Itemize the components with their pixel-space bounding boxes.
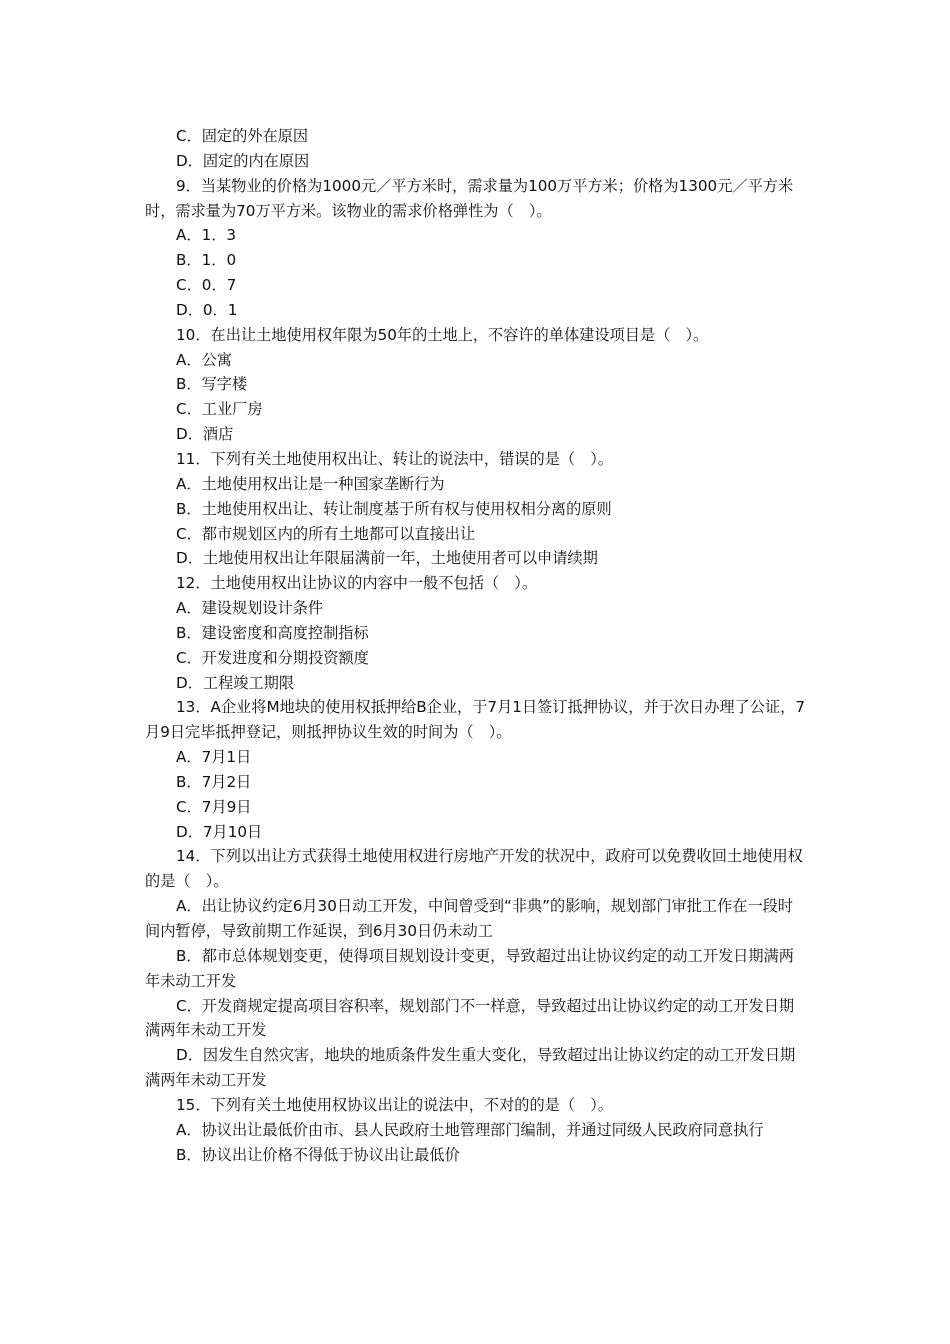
answer-option: B．写字楼 (176, 375, 248, 394)
answer-option: B．1．0 (176, 251, 237, 270)
answer-option: C．都市规划区内的所有土地都可以直接出让 (176, 524, 476, 543)
answer-option: D．工程竣工期限 (176, 673, 295, 692)
question-text: A．出让协议约定6月30日动工开发，中间曾受到“非典”的影响，规划部门审批工作在一段时间内暂停，导致前期工作延误，到6月30日仍未动工 (145, 897, 794, 940)
answer-option: A．土地使用权出让是一种国家垄断行为 (176, 474, 445, 493)
question-text: 10．在出让土地使用权年限为50年的土地上，不容许的单体建设项目是（ ）。 (176, 325, 709, 344)
answer-option: D．酒店 (176, 425, 234, 444)
answer-option: D．7月10日 (176, 822, 263, 841)
answer-option: C．7月9日 (176, 797, 252, 816)
answer-option: B．建设密度和高度控制指标 (176, 623, 369, 642)
answer-option: B．7月2日 (176, 772, 252, 791)
question-text: D．因发生自然灾害，地块的地质条件发生重大变化，导致超过出让协议约定的动工开发日期满两年未动工开发 (145, 1046, 796, 1090)
question-text: A．协议出让最低价由市、县人民政府土地管理部门编制，并通过同级人民政府同意执行 (176, 1120, 764, 1139)
question-text: 9．当某物业的价格为1000元／平方米时，需求量为100万平方米；价格为1300元／平方米时，需求量为70万平方米。该物业的需求价格弹性为（ ）。 (145, 176, 794, 220)
question-text: 11．下列有关土地使用权出让、转让的说法中，错误的是（ ）。 (176, 449, 613, 468)
question-text: C．开发商规定提高项目容积率，规划部门不一样意，导致超过出让协议约定的动工开发日期满两年未动工开发 (145, 996, 795, 1040)
answer-option: D．固定的内在原因 (176, 151, 310, 170)
question-text: 13．A企业将M地块的使用权抵押给B企业，于7月1日签订抵押协议，并于次日办理了公证，7月9日完毕抵押登记，则抵押协议生效的时间为（ ）。 (145, 698, 805, 742)
question-text: 12．土地使用权出让协议的内容中一般不包括（ ）。 (176, 574, 538, 593)
answer-option: A．公寓 (176, 350, 232, 369)
answer-option: A．7月1日 (176, 748, 252, 767)
answer-option: D．0．1 (176, 300, 238, 319)
answer-option: C．开发进度和分期投资额度 (176, 648, 369, 667)
answer-option: A．1．3 (176, 226, 237, 245)
question-text: 14．下列以出让方式获得土地使用权进行房地产开发的状况中，政府可以免费收回土地使用权的是（ ）。 (145, 847, 803, 891)
answer-option: C．工业厂房 (176, 400, 263, 419)
answer-option: C．0．7 (176, 276, 237, 295)
answer-option: B．协议出让价格不得低于协议出让最低价 (176, 1145, 460, 1164)
question-text: B．都市总体规划变更，使得项目规划设计变更，导致超过出让协议约定的动工开发日期满两年未动工开发 (145, 946, 794, 990)
answer-option: D．土地使用权出让年限届满前一年，土地使用者可以申请续期 (176, 549, 598, 568)
answer-option: C．固定的外在原因 (176, 127, 309, 145)
question-text: 15．下列有关土地使用权协议出让的说法中，不对的的是（ ）。 (176, 1095, 613, 1114)
answer-option: A．建设规划设计条件 (176, 599, 324, 618)
document-body (145, 124, 805, 1167)
answer-option: B．土地使用权出让、转让制度基于所有权与使用权相分离的原则 (176, 499, 612, 518)
